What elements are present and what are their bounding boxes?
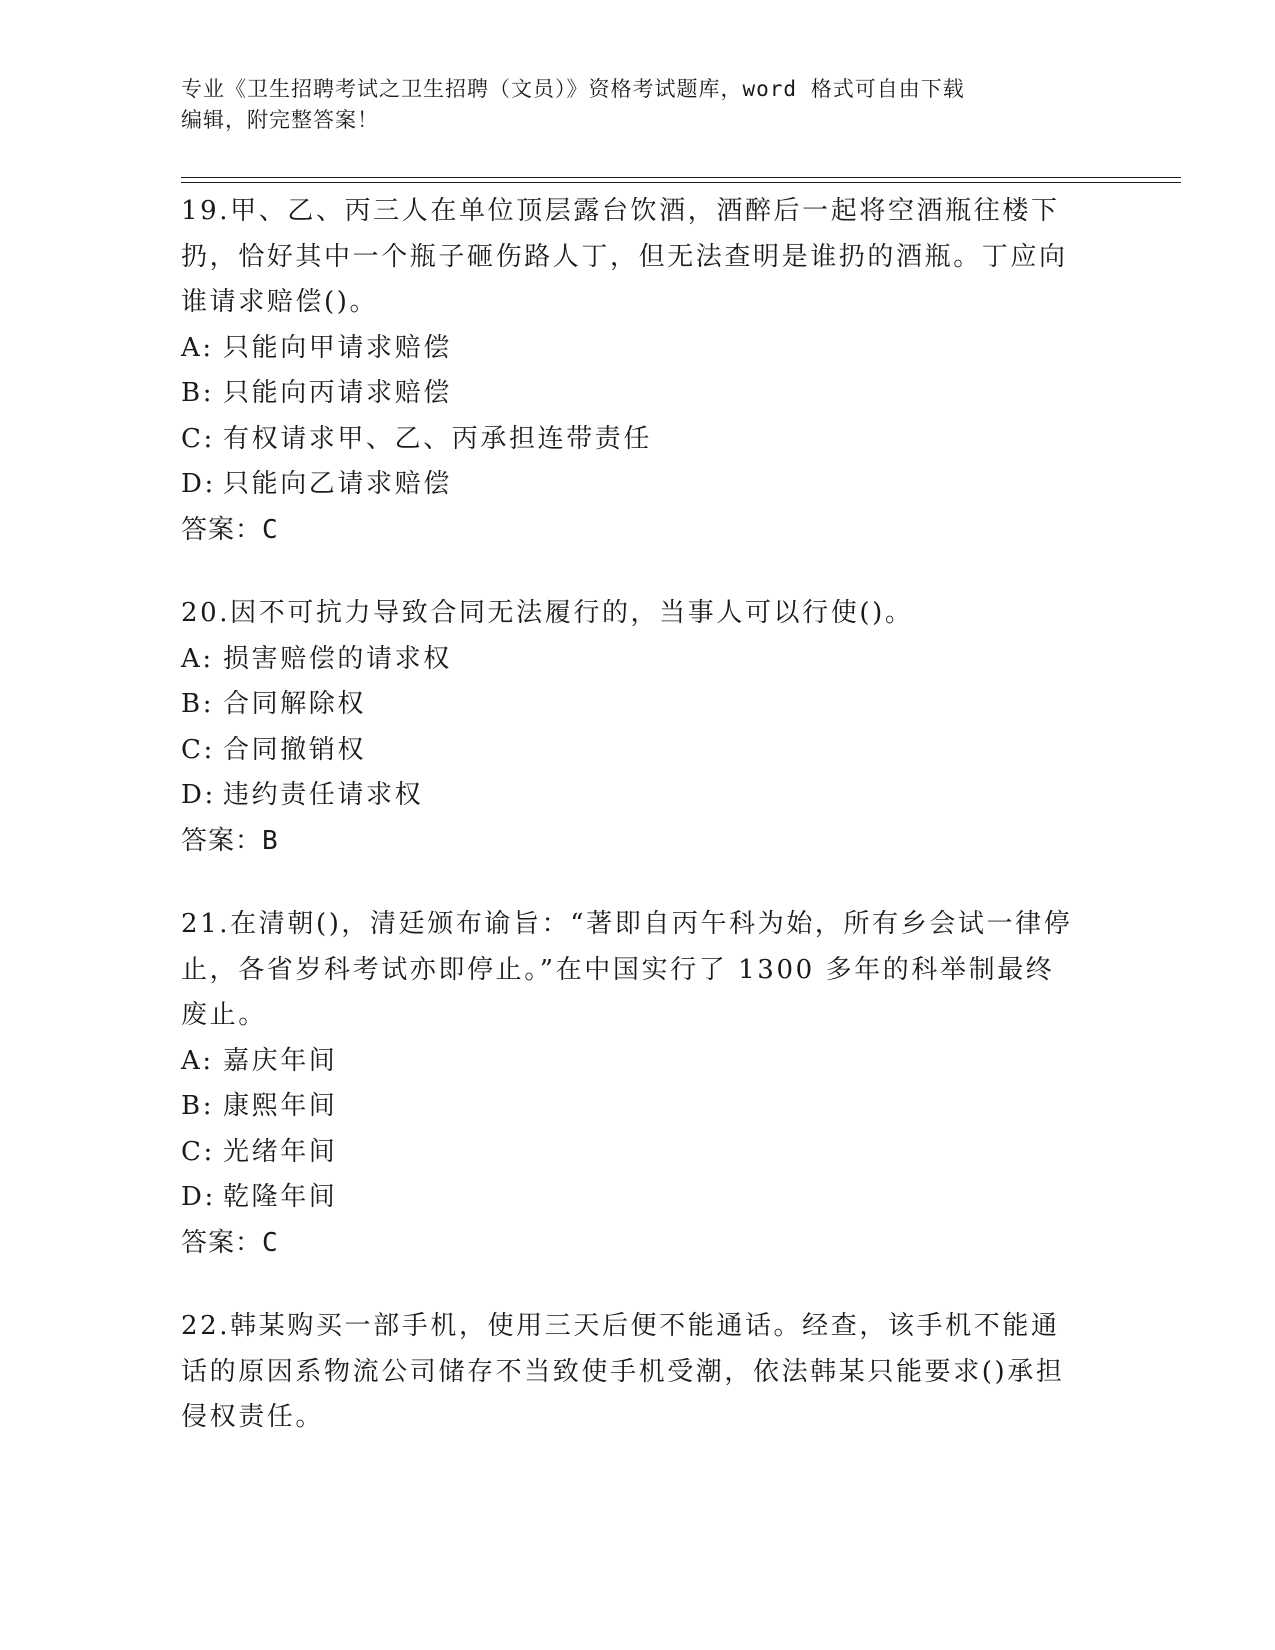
option-letter: A:	[181, 332, 214, 363]
question-stem: 19.甲、乙、丙三人在单位顶层露台饮酒，酒醉后一起将空酒瓶往楼下扔，恰好其中一个瓶子砸伤路人丁，但无法查明是谁扔的酒瓶。丁应向谁请求赔偿()。	[181, 196, 1068, 317]
option-text: 嘉庆年间	[223, 1045, 338, 1076]
answer-line	[181, 508, 1081, 554]
option-c	[181, 417, 1081, 463]
question-21	[181, 902, 1081, 1266]
option-letter: B:	[181, 378, 215, 408]
option-text: 光绪年间	[223, 1136, 338, 1167]
option-d	[181, 462, 1081, 508]
option-text: 合同撤销权	[223, 734, 367, 765]
question-stem: 22.韩某购买一部手机，使用三天后便不能通话。经查，该手机不能通话的原因系物流公司储存不当致使手机受潮，依法韩某只能要求()承担侵权责任。	[181, 1311, 1065, 1432]
question-20	[181, 591, 1081, 864]
question-22	[181, 1304, 1081, 1441]
option-letter: C:	[181, 1136, 215, 1167]
option-a	[181, 637, 1081, 683]
option-b	[181, 682, 1081, 728]
option-letter: D:	[181, 1182, 216, 1212]
answer-label: 答案：	[181, 1227, 263, 1258]
answer-line	[181, 1221, 1081, 1267]
option-text: 康熙年间	[223, 1091, 338, 1121]
answer-value: C	[262, 514, 279, 545]
answer-value: C	[262, 1227, 279, 1258]
option-text: 有权请求甲、乙、丙承担连带责任	[223, 423, 653, 454]
option-c	[181, 728, 1081, 774]
question-19	[181, 189, 1081, 553]
option-b	[181, 1084, 1081, 1130]
header-divider-bottom	[181, 182, 1181, 183]
option-text: 只能向丙请求赔偿	[223, 378, 452, 408]
option-letter: D:	[181, 469, 216, 499]
answer-line	[181, 819, 1081, 865]
header-line-2: 编辑，附完整答案！	[181, 108, 379, 132]
question-stem: 21.在清朝()，清廷颁布谕旨：“著即自丙午科为始，所有乡会试一律停止，各省岁科考试亦即停止。”在中国实行了 1300 多年的科举制最终废止。	[181, 909, 1073, 1030]
option-d	[181, 1175, 1081, 1221]
option-d	[181, 773, 1081, 819]
option-letter: B:	[181, 1091, 215, 1121]
option-letter: B:	[181, 689, 215, 719]
option-text: 只能向乙请求赔偿	[223, 469, 452, 499]
question-stem: 20.因不可抗力导致合同无法履行的，当事人可以行使()。	[181, 598, 914, 628]
header-divider-top	[181, 177, 1181, 178]
option-a	[181, 326, 1081, 372]
option-text: 只能向甲请求赔偿	[223, 332, 452, 363]
option-text: 乾隆年间	[223, 1182, 338, 1212]
option-b	[181, 371, 1081, 417]
header-line-1: 专业《卫生招聘考试之卫生招聘（文员）》资格考试题库，word 格式可自由下载	[181, 77, 965, 101]
answer-label: 答案：	[181, 825, 263, 856]
option-a	[181, 1039, 1081, 1085]
document-header	[181, 74, 1061, 136]
option-letter: A:	[181, 1045, 214, 1076]
answer-label: 答案：	[181, 514, 263, 545]
option-text: 合同解除权	[223, 689, 367, 719]
question-list	[181, 189, 1081, 1479]
option-letter: C:	[181, 423, 215, 454]
option-letter: A:	[181, 643, 214, 674]
option-letter: C:	[181, 734, 215, 765]
option-text: 损害赔偿的请求权	[223, 643, 452, 674]
option-text: 违约责任请求权	[223, 780, 424, 810]
answer-value: B	[262, 825, 279, 856]
option-letter: D:	[181, 780, 216, 810]
option-c	[181, 1130, 1081, 1176]
